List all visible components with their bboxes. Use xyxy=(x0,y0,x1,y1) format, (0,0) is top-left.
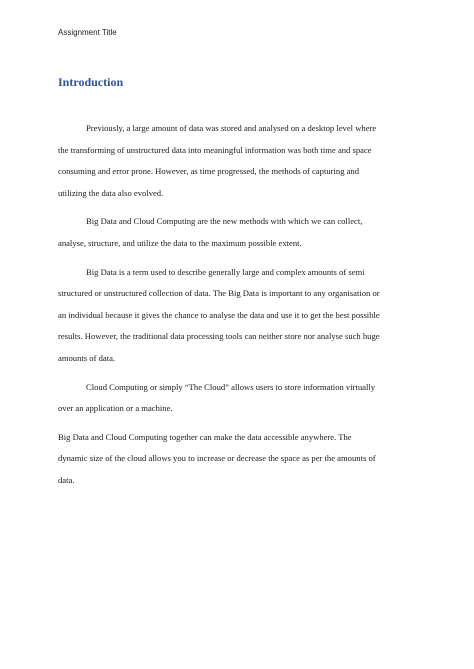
paragraph xyxy=(58,427,430,492)
text-line: Big Data and Cloud Computing are the new methods with which we can collect, xyxy=(86,216,363,227)
text-line: analyse, structure, and utilize the data to the maximum possible extent. xyxy=(58,237,302,248)
text-line: Cloud Computing or simply “The Cloud” allows users to store information virtually xyxy=(86,381,376,392)
text-line: Big Data and Cloud Computing together can make the data accessible anywhere. The xyxy=(58,431,352,442)
text-line: structured or unstructured collection of data. The Big Data is important to any organisation or xyxy=(58,288,380,299)
text-line: results. However, the traditional data processing tools can neither store nor analyse such huge xyxy=(58,331,380,342)
text-line: Previously, a large amount of data was stored and analysed on a desktop level where xyxy=(86,123,377,133)
text-line: utilizing the data also evolved. xyxy=(58,187,164,198)
text-line: an individual because it gives the chance to analyse the data and use it to get the best possible xyxy=(58,309,380,320)
text-line: data. xyxy=(58,474,75,485)
paragraph xyxy=(58,377,430,420)
paragraph xyxy=(58,262,430,370)
text-line: dynamic size of the cloud allows you to increase or decrease the space as per the amounts of xyxy=(58,453,376,464)
paragraph xyxy=(58,118,430,204)
text-line: amounts of data. xyxy=(58,352,116,363)
body-text xyxy=(58,118,430,499)
text-line: consuming and error prone. However, as time progressed, the methods of capturing and xyxy=(58,166,360,177)
section-heading: Introduction xyxy=(58,75,124,89)
paragraph xyxy=(58,211,430,254)
page-header: Assignment Title xyxy=(58,28,117,37)
text-line: Big Data is a term used to describe generally large and complex amounts of semi xyxy=(86,266,365,277)
text-line: over an application or a machine. xyxy=(58,403,173,414)
text-line: the transforming of unstructured data into meaningful information was both time and space xyxy=(58,144,372,155)
